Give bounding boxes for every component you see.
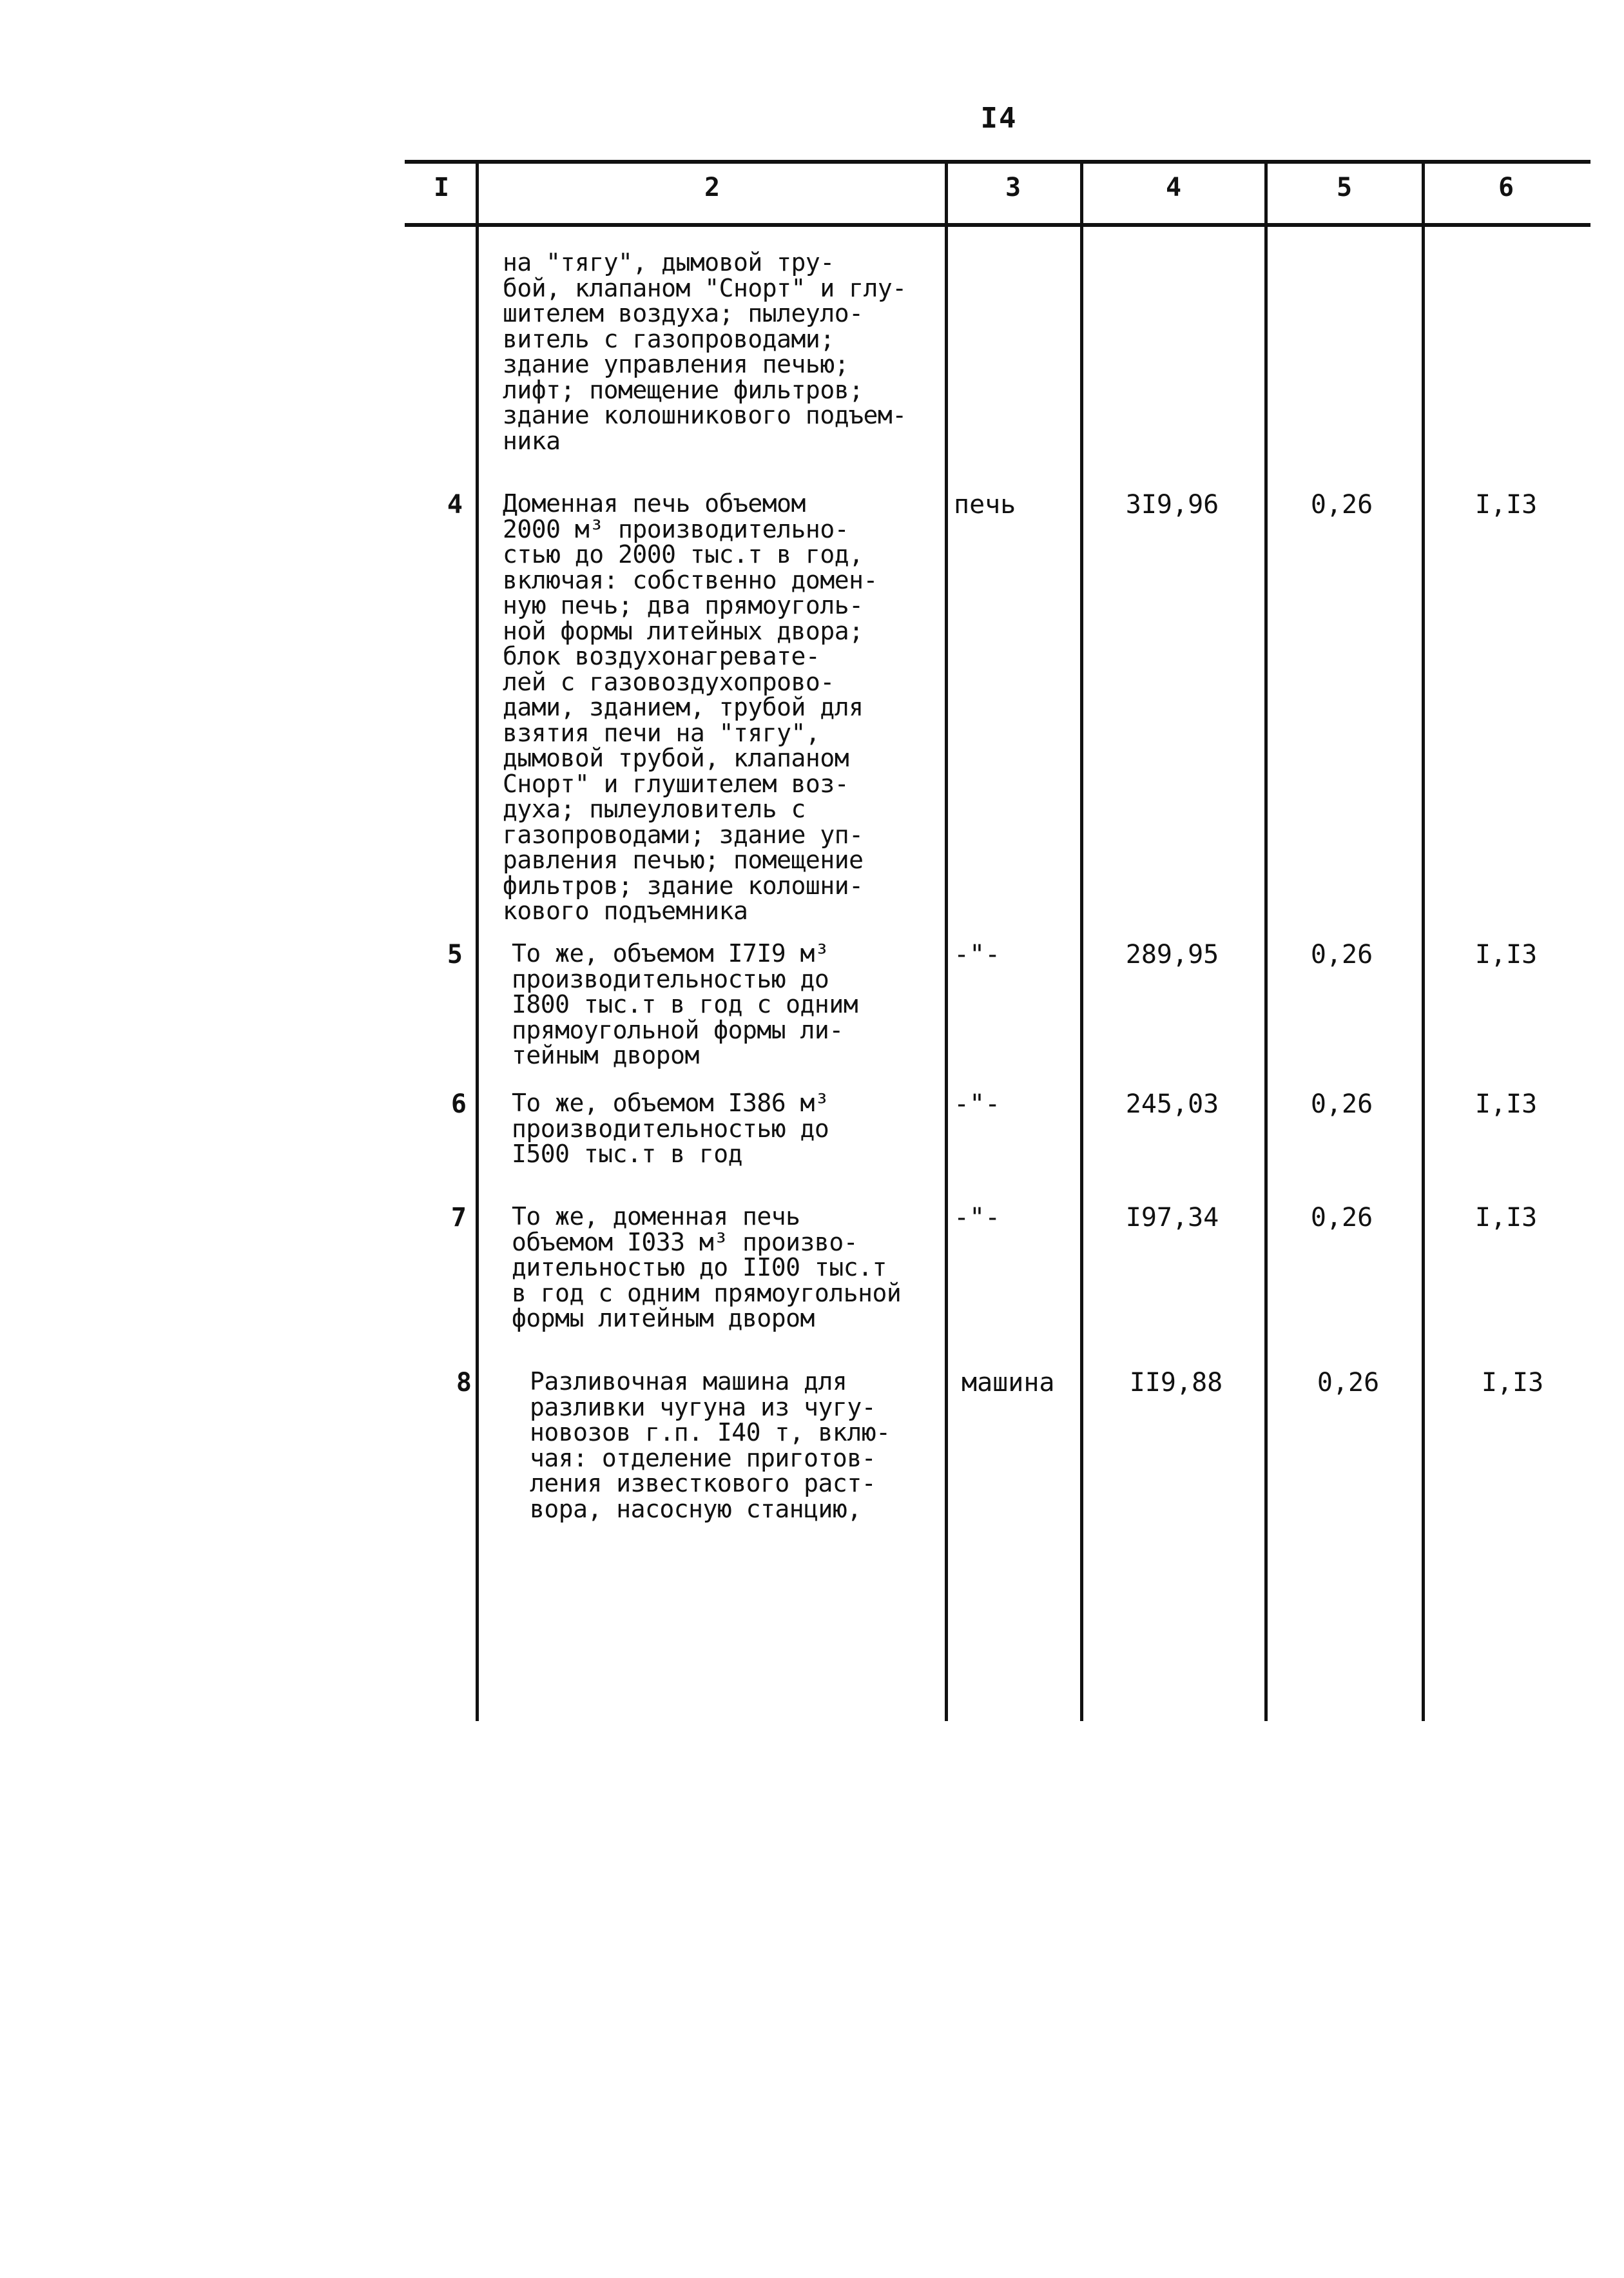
text-line: То же, доменная печь: [512, 1202, 800, 1231]
row-value-col4: II9,88: [1129, 1368, 1223, 1397]
column-header-1: I: [433, 173, 450, 202]
column-header-5: 5: [1336, 173, 1353, 202]
row-number: 7: [450, 1203, 467, 1232]
text-line: производительностью до: [512, 1114, 829, 1143]
text-line: в год с одним прямоугольной: [512, 1278, 902, 1307]
column-header-2: 2: [704, 173, 720, 202]
page-number: I4: [980, 102, 1018, 135]
text-line: вора, насосную станцию,: [530, 1494, 862, 1523]
text-line: I800 тыс.т в год с одним: [512, 990, 858, 1018]
text-line: Снорт" и глушителем воз-: [503, 769, 849, 798]
text-line: формы литейным двором: [512, 1304, 815, 1332]
row-number: 6: [450, 1089, 467, 1119]
column-divider-1: [476, 161, 479, 1721]
row-description: [512, 941, 858, 1069]
row-unit: -"-: [954, 940, 1001, 969]
text-line: бой, клапаном "Снорт" и глу-: [503, 273, 907, 302]
text-line: новозов г.п. I40 т, вклю-: [530, 1418, 891, 1446]
row-number: 5: [447, 940, 463, 969]
row-number: 8: [456, 1368, 472, 1397]
text-line: I500 тыс.т в год: [512, 1140, 743, 1168]
column-divider-5: [1422, 161, 1425, 1721]
text-line: включая: собственно домен-: [503, 565, 878, 594]
row-number: 4: [447, 490, 463, 520]
row-value-col4: 3I9,96: [1125, 490, 1219, 520]
row-unit: -"-: [954, 1203, 1001, 1232]
text-line: стью до 2000 тыс.т в год,: [503, 540, 864, 569]
row-value-col5: 0,26: [1317, 1368, 1380, 1397]
text-line: взятия печи на "тягу",: [503, 718, 820, 747]
row-value-col4: I97,34: [1125, 1203, 1219, 1232]
row-value-col5: 0,26: [1310, 490, 1373, 520]
text-line: То же, объемом I7I9 м³: [512, 939, 829, 968]
text-line: лифт; помещение фильтров;: [503, 375, 864, 404]
text-line: разливки чугуна из чугу-: [530, 1392, 876, 1421]
text-line: здание управления печью;: [503, 350, 849, 378]
row-value-col5: 0,26: [1310, 1089, 1373, 1119]
row-unit: машина: [962, 1368, 1055, 1397]
column-divider-4: [1264, 161, 1268, 1721]
text-line: газопроводами; здание уп-: [503, 820, 864, 849]
text-line: духа; пылеуловитель с: [503, 795, 806, 823]
text-line: объемом I033 м³ произво-: [512, 1227, 858, 1256]
column-header-6: 6: [1498, 173, 1514, 202]
header-top-rule: [405, 160, 1590, 164]
text-line: дительностью до II00 тыс.т: [512, 1253, 887, 1281]
text-line: 2000 м³ производительно-: [503, 514, 849, 543]
text-line: здание колошникового подъем-: [503, 401, 907, 429]
text-line: равления печью; помещение: [503, 846, 864, 874]
column-header-3: 3: [1005, 173, 1021, 202]
text-line: фильтров; здание колошни-: [503, 871, 864, 900]
row-value-col5: 0,26: [1310, 1203, 1373, 1232]
row-unit: печь: [954, 490, 1016, 520]
row-value-col6: I,I3: [1474, 490, 1538, 520]
text-line: ления известкового раст-: [530, 1469, 876, 1497]
column-divider-3: [1080, 161, 1083, 1721]
row-value-col5: 0,26: [1310, 940, 1373, 969]
text-line: То же, объемом I386 м³: [512, 1089, 829, 1117]
row-value-col6: I,I3: [1474, 1203, 1538, 1232]
column-header-4: 4: [1165, 173, 1182, 202]
row-value-col6: I,I3: [1481, 1368, 1544, 1397]
text-line: прямоугольной формы ли-: [512, 1015, 844, 1044]
text-line: ной формы литейных двора;: [503, 616, 864, 645]
header-bottom-rule: [405, 223, 1590, 227]
text-line: тейным двором: [512, 1041, 699, 1069]
text-line: кового подъемника: [503, 897, 748, 925]
row-description: [503, 491, 878, 924]
text-line: производительностью до: [512, 964, 829, 993]
row-value-col4: 245,03: [1125, 1089, 1219, 1119]
text-line: на "тягу", дымовой тру-: [503, 248, 835, 277]
text-line: чая: отделение приготов-: [530, 1443, 876, 1472]
row-value-col4: 289,95: [1125, 940, 1219, 969]
row-description: [530, 1369, 890, 1522]
text-line: ную печь; два прямоуголь-: [503, 591, 864, 619]
row-value-col6: I,I3: [1474, 940, 1538, 969]
text-line: Доменная печь объемом: [503, 489, 806, 518]
text-line: ника: [503, 426, 561, 455]
row-description: [512, 1091, 829, 1167]
column-divider-2: [945, 161, 948, 1721]
text-line: Разливочная машина для: [530, 1367, 847, 1396]
text-line: лей с газовоздухопрово-: [503, 667, 835, 696]
text-line: дымовой трубой, клапаном: [503, 744, 849, 772]
text-line: блок воздухонагревате-: [503, 642, 820, 670]
row-value-col6: I,I3: [1474, 1089, 1538, 1119]
row-description: [512, 1204, 901, 1332]
continuation-text: [503, 250, 907, 454]
text-line: витель с газопроводами;: [503, 324, 835, 353]
text-line: шителем воздуха; пылеуло-: [503, 299, 864, 327]
row-unit: -"-: [954, 1089, 1001, 1119]
text-line: дами, зданием, трубой для: [503, 693, 864, 721]
